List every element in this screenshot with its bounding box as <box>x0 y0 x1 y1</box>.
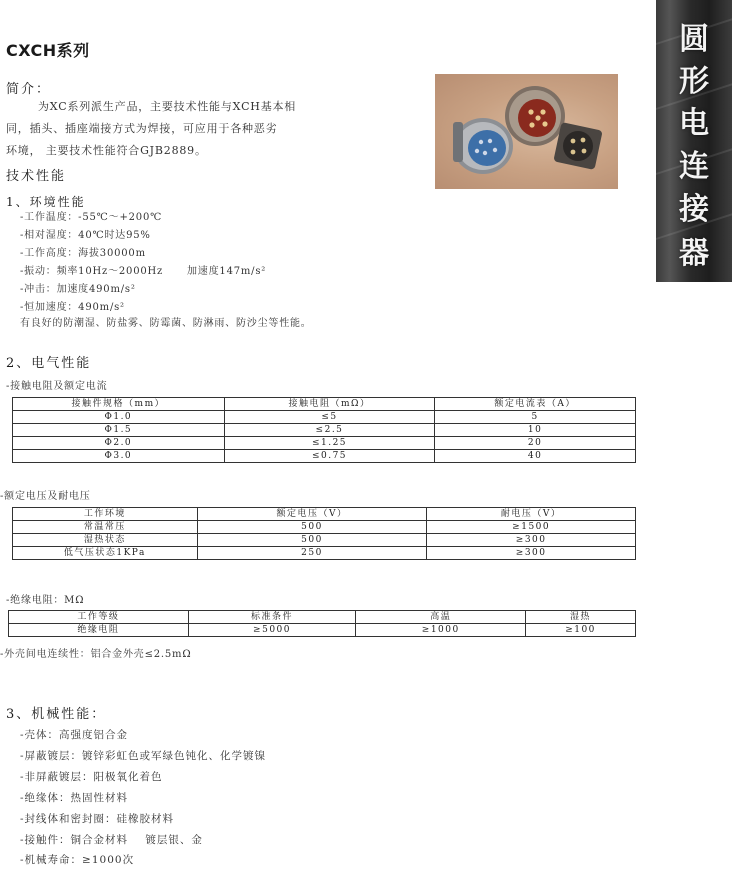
table-cell: 5 <box>435 411 636 424</box>
table-cell: Φ2.0 <box>13 437 225 450</box>
intro-line: 为XC系列派生产品，主要技术性能与XCH基本相 <box>38 100 297 113</box>
table-cell: Φ3.0 <box>13 450 225 463</box>
table-header-cell: 额定电压（V） <box>197 508 427 521</box>
table-header-cell: 额定电流表（A） <box>435 398 636 411</box>
mech-item: -壳体：高强度铝合金 <box>20 729 129 741</box>
table-header-row <box>13 508 636 521</box>
table-cell: 湿热状态 <box>13 534 198 547</box>
table-cell: Φ1.0 <box>13 411 225 424</box>
table-cell: ≤0.75 <box>224 450 435 463</box>
category-banner <box>656 0 732 282</box>
table-cell: ≥100 <box>526 624 636 637</box>
env-heading: 1、环境性能 <box>6 195 86 209</box>
table-cell: 低气压状态1KPa <box>13 547 198 560</box>
connector-photo <box>435 74 618 189</box>
banner-char: 连 <box>679 149 709 184</box>
table-cell: 常温常压 <box>13 521 198 534</box>
banner-char: 电 <box>679 106 709 141</box>
table-cell: 20 <box>435 437 636 450</box>
table-row <box>13 424 636 437</box>
table-cell: ≥1500 <box>427 521 636 534</box>
table-cell: ≥1000 <box>356 624 526 637</box>
env-item: -恒加速度：490m/s² <box>20 302 125 313</box>
table-cell: 40 <box>435 450 636 463</box>
table-cell: 绝缘电阻 <box>9 624 189 637</box>
table-header-cell: 接触件规格（mm） <box>13 398 225 411</box>
table-header-cell: 湿热 <box>526 611 636 624</box>
tech-heading: 技术性能 <box>6 169 67 184</box>
table-cell: Φ1.5 <box>13 424 225 437</box>
mech-item: -封线体和密封圈：硅橡胶材料 <box>20 813 175 825</box>
table-row <box>13 521 636 534</box>
mech-item: -接触件：铜合金材料 镀层银、金 <box>20 834 203 846</box>
mech-item: -非屏蔽镀层：阳极氧化着色 <box>20 771 163 783</box>
env-item: -工作温度：-55℃～+200℃ <box>20 212 163 223</box>
env-item: -工作高度：海拔30000m <box>20 248 146 259</box>
table-cell: ≤1.25 <box>224 437 435 450</box>
table-row <box>13 547 636 560</box>
banner-char: 接 <box>679 192 709 227</box>
banner-char: 圆 <box>679 22 709 57</box>
env-item: -冲击：加速度490m/s² <box>20 284 136 295</box>
banner-char: 形 <box>679 64 709 99</box>
table-header-cell: 标准条件 <box>188 611 356 624</box>
table-row <box>13 437 636 450</box>
table-row <box>13 411 636 424</box>
voltage-table-label: -额定电压及耐电压 <box>0 491 91 502</box>
elec-heading: 2、电气性能 <box>6 356 92 371</box>
table-cell: 10 <box>435 424 636 437</box>
mech-item: -绝缘体：热固性材料 <box>20 792 129 804</box>
page-title: CXCH系列 <box>6 41 90 60</box>
mech-item: -机械寿命：≥1000次 <box>20 854 135 866</box>
table-cell: ≤5 <box>224 411 435 424</box>
table-row <box>13 450 636 463</box>
env-item: 有良好的防潮湿、防盐雾、防霉菌、防淋雨、防沙尘等性能。 <box>20 318 312 329</box>
table-cell: 250 <box>197 547 427 560</box>
table-cell: ≥300 <box>427 547 636 560</box>
env-item: -相对湿度：40℃时达95% <box>20 230 151 241</box>
banner-char: 器 <box>679 236 709 271</box>
contact-table <box>12 397 636 463</box>
insulation-table <box>8 610 636 637</box>
table-cell: ≥5000 <box>188 624 356 637</box>
table-cell: ≥300 <box>427 534 636 547</box>
table-header-cell: 高温 <box>356 611 526 624</box>
mech-item: -屏蔽镀层：镀锌彩虹色或军绿色钝化、化学镀镍 <box>20 750 267 762</box>
intro-heading: 简介： <box>6 82 52 97</box>
table-header-cell: 工作环境 <box>13 508 198 521</box>
table-row <box>9 624 636 637</box>
intro-line: 同，插头、插座端接方式为焊接，可应用于各种恶劣 <box>6 122 278 135</box>
table-cell: 500 <box>197 534 427 547</box>
insulation-label: -绝缘电阻：MΩ <box>6 595 85 606</box>
voltage-table <box>12 507 636 560</box>
contact-table-label: -接触电阻及额定电流 <box>6 381 108 392</box>
table-header-row <box>9 611 636 624</box>
env-item: -振动：频率10Hz～2000Hz 加速度147m/s² <box>20 266 267 277</box>
table-row <box>13 534 636 547</box>
table-cell: ≤2.5 <box>224 424 435 437</box>
intro-line: 环境， 主要技术性能符合GJB2889。 <box>6 144 207 157</box>
table-header-cell: 接触电阻（mΩ） <box>224 398 435 411</box>
table-header-cell: 工作等级 <box>9 611 189 624</box>
mech-heading: 3、机械性能： <box>6 707 107 722</box>
continuity-note: -外壳间电连续性：铝合金外壳≤2.5mΩ <box>0 649 192 660</box>
table-header-row <box>13 398 636 411</box>
table-header-cell: 耐电压（V） <box>427 508 636 521</box>
table-cell: 500 <box>197 521 427 534</box>
